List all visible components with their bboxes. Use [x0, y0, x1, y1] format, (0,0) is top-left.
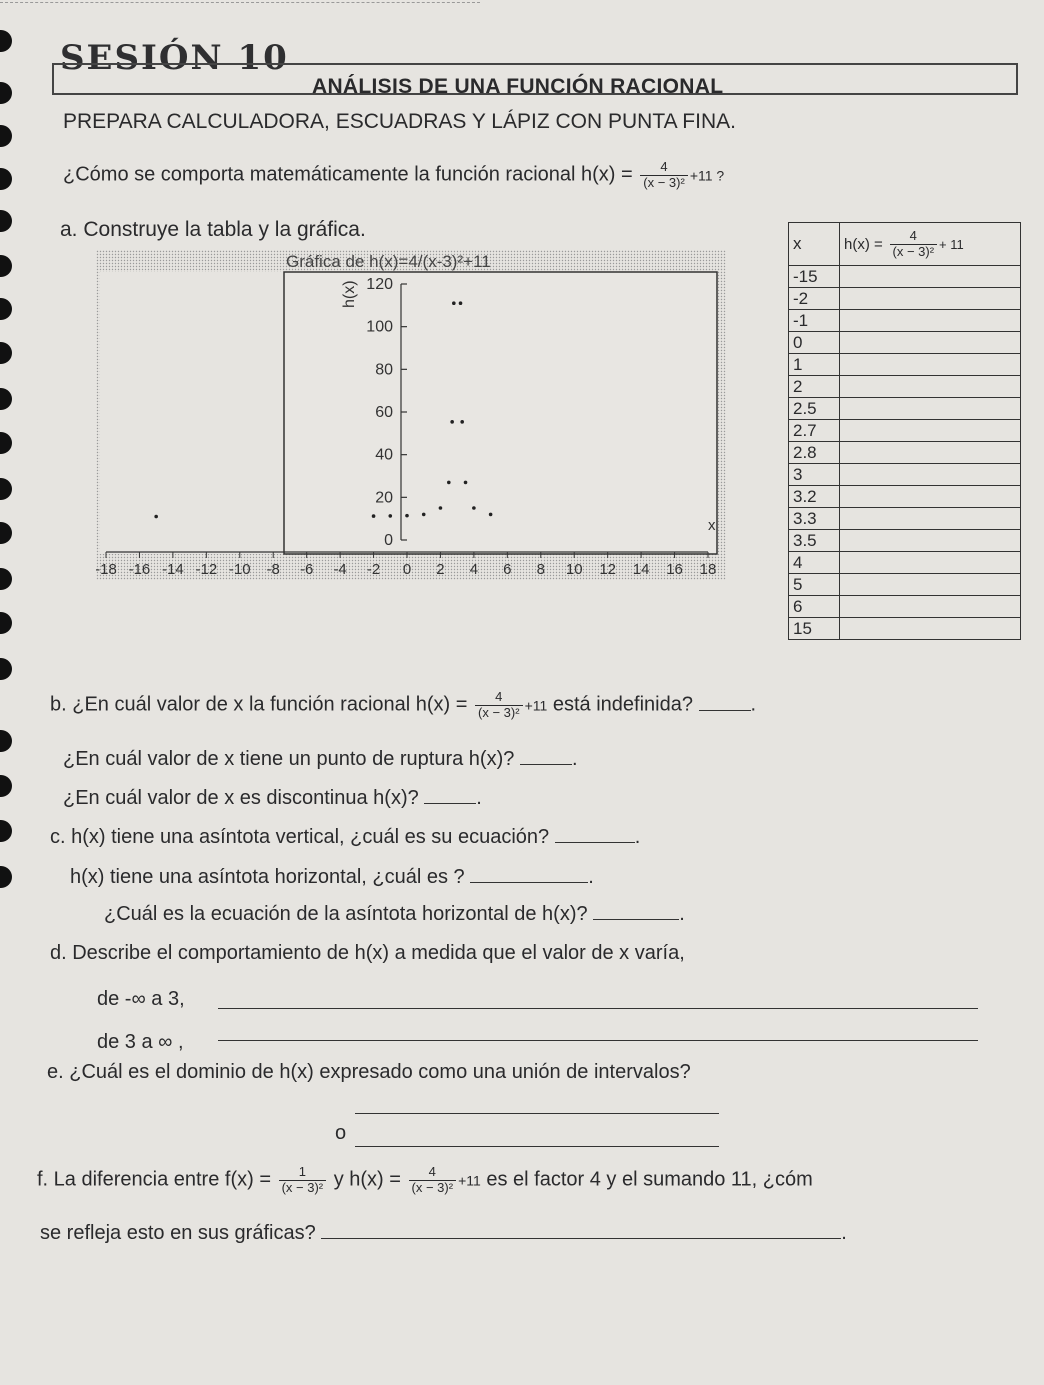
x-tick-label: 18 — [699, 561, 717, 578]
y-tick-label: 20 — [375, 489, 393, 507]
part-b-denominator: (x − 3)² — [478, 704, 520, 720]
table-cell-x: 3.3 — [789, 508, 840, 530]
part-f-h-suffix: +11 — [458, 1172, 481, 1189]
part-f-f-denominator: (x − 3)² — [281, 1179, 324, 1195]
table-cell-h-blank[interactable] — [840, 486, 1021, 508]
part-f-q — [37, 1165, 813, 1196]
part-f-h-fn: h(x) = — [349, 1168, 401, 1191]
period: . — [634, 826, 641, 848]
answer-line-domain-1[interactable] — [355, 1099, 719, 1114]
data-point — [154, 515, 158, 519]
table-cell-h-blank[interactable] — [840, 266, 1021, 288]
x-tick-label: -14 — [162, 561, 184, 578]
period: . — [588, 866, 594, 888]
top-dashed-line — [0, 2, 480, 3]
part-b-q1-fn: h(x) = — [415, 693, 468, 716]
data-point — [452, 301, 456, 305]
table-cell-x: 15 — [789, 618, 840, 640]
x-tick-label: 2 — [436, 561, 445, 578]
table-header-row — [789, 223, 1021, 266]
x-tick-label: 8 — [536, 561, 545, 578]
chart-area — [96, 250, 726, 580]
table-cell-h-blank[interactable] — [840, 574, 1021, 596]
y-axis-label: h(x) — [341, 280, 358, 308]
table-cell-h-blank[interactable] — [840, 508, 1021, 530]
table-cell-x: 2.7 — [789, 420, 840, 442]
part-f-pre: f. La diferencia entre — [37, 1168, 220, 1191]
table-row — [789, 310, 1021, 332]
answer-blank[interactable] — [424, 789, 476, 804]
part-e-or: o — [335, 1122, 347, 1144]
table-cell-h-blank[interactable] — [840, 464, 1021, 486]
part-b-q3 — [63, 787, 482, 810]
part-b-fraction — [475, 690, 523, 721]
period: . — [571, 748, 578, 770]
data-point — [459, 301, 463, 305]
y-tick-label: 100 — [366, 318, 393, 336]
table-header-h — [840, 223, 1021, 266]
answer-blank[interactable] — [520, 750, 572, 765]
x-tick-label: 0 — [402, 561, 412, 578]
main-question-text: ¿Cómo se comporta matemáticamente la función racional — [63, 163, 576, 186]
data-point — [372, 514, 376, 518]
table-cell-x: 1 — [789, 354, 840, 376]
table-header-x: x — [789, 223, 840, 266]
part-c-q1 — [50, 826, 640, 849]
table-row — [789, 442, 1021, 464]
table-row — [789, 618, 1021, 640]
x-tick-label: 4 — [469, 561, 479, 578]
part-b-q1 — [50, 690, 756, 721]
y-tick-label: 40 — [375, 446, 393, 464]
data-point — [464, 481, 468, 485]
instruction: PREPARA CALCULADORA, ESCUADRAS Y LÁPIZ CON PUNTA FINA. — [63, 110, 736, 133]
table-row — [789, 596, 1021, 618]
table-row — [789, 508, 1021, 530]
x-tick-label: -2 — [366, 561, 381, 578]
table-cell-h-blank[interactable] — [840, 442, 1021, 464]
x-tick-label: -8 — [266, 561, 280, 578]
main-question-fn: h(x) = — [581, 163, 633, 186]
period: . — [476, 787, 482, 809]
x-tick-label: 10 — [565, 561, 583, 578]
part-c-q1-text: c. h(x) tiene una asíntota vertical, ¿cuál es su ecuación? — [50, 826, 550, 848]
table-header-suffix: + 11 — [939, 236, 964, 252]
answer-blank[interactable] — [555, 828, 635, 843]
table-cell-h-blank[interactable] — [840, 376, 1021, 398]
table-row — [789, 530, 1021, 552]
part-b-numerator: 4 — [475, 690, 523, 706]
table-row — [789, 288, 1021, 310]
part-b-q2 — [63, 748, 578, 771]
table-row — [789, 354, 1021, 376]
table-cell-h-blank[interactable] — [840, 596, 1021, 618]
part-a-label: a. Construye la tabla y la gráfica. — [60, 218, 366, 241]
main-question-suffix: +11 ? — [689, 167, 725, 184]
table-cell-x: 2.5 — [789, 398, 840, 420]
part-f-f-fn: f(x) = — [224, 1168, 272, 1191]
x-tick-label: 12 — [599, 561, 617, 578]
y-tick-label: 80 — [375, 361, 393, 379]
y-tick-label: 0 — [384, 532, 393, 549]
chart-svg — [96, 250, 726, 580]
main-question-fraction — [640, 160, 688, 191]
part-f-h-fraction — [409, 1165, 457, 1196]
part-f-line2 — [40, 1222, 847, 1245]
x-tick-label: 14 — [632, 561, 650, 578]
part-f-and: y — [333, 1168, 344, 1191]
y-tick-label: 120 — [366, 276, 393, 293]
answer-line-range2[interactable] — [218, 1026, 978, 1041]
x-tick-label: -4 — [333, 561, 347, 578]
table-cell-x: 2.8 — [789, 442, 840, 464]
main-question — [63, 160, 724, 191]
table-cell-x: 3 — [789, 464, 840, 486]
part-b-q3-text: ¿En cuál valor de x es discontinua h(x)? — [63, 787, 419, 809]
part-c-q2 — [70, 866, 594, 889]
table-header-h-fn: h(x) = — [844, 235, 883, 253]
part-f-h-denominator: (x − 3)² — [411, 1179, 454, 1195]
x-tick-label: 6 — [503, 561, 512, 578]
answer-blank[interactable] — [699, 696, 751, 711]
table-cell-h-blank[interactable] — [840, 618, 1021, 640]
part-e-q: e. ¿Cuál es el dominio de h(x) expresado como una unión de intervalos? — [47, 1061, 691, 1083]
x-tick-label: -16 — [128, 561, 151, 578]
x-tick-label: -6 — [299, 561, 314, 578]
table-header-numerator: 4 — [890, 229, 938, 245]
data-point — [460, 420, 464, 424]
data-point — [422, 513, 426, 517]
answer-line-domain-2[interactable] — [355, 1132, 719, 1147]
data-point — [447, 481, 451, 485]
table-cell-h-blank[interactable] — [840, 354, 1021, 376]
answer-blank[interactable] — [593, 905, 679, 920]
table-cell-x: 3.5 — [789, 530, 840, 552]
part-d-range2: de 3 a ∞ , — [97, 1031, 184, 1053]
y-tick-label: 60 — [375, 404, 393, 421]
table-cell-h-blank[interactable] — [840, 288, 1021, 310]
table-row — [789, 420, 1021, 442]
part-b-q2-text: ¿En cuál valor de x tiene un punto de ruptura h(x)? — [63, 748, 515, 770]
part-c-q2-text: h(x) tiene una asíntota horizontal, ¿cuál es ? — [70, 866, 465, 888]
table-header-denominator: (x − 3)² — [892, 243, 935, 259]
part-f-f-numerator: 1 — [279, 1165, 327, 1181]
part-f-post: es el factor 4 y el sumando 11, ¿cóm — [486, 1168, 813, 1191]
table-cell-x: 6 — [789, 596, 840, 618]
table-row — [789, 266, 1021, 288]
part-f-f-fraction — [279, 1165, 327, 1196]
table-cell-h-blank[interactable] — [840, 530, 1021, 552]
answer-line-range1[interactable] — [218, 994, 978, 1009]
table-row — [789, 376, 1021, 398]
subtitle: ANÁLISIS DE UNA FUNCIÓN RACIONAL — [312, 75, 724, 98]
part-b-q1-pre: b. ¿En cuál valor de x la función racional — [50, 693, 411, 716]
table-cell-h-blank[interactable] — [840, 332, 1021, 354]
table-cell-x: 2 — [789, 376, 840, 398]
period: . — [841, 1222, 847, 1244]
table-row — [789, 332, 1021, 354]
session-title: SESIÓN 10 — [60, 38, 289, 78]
part-b-q1-post: está indefinida? — [552, 693, 693, 716]
table-cell-x: 5 — [789, 574, 840, 596]
table-cell-h-blank[interactable] — [840, 420, 1021, 442]
plot-area — [284, 272, 717, 554]
table-cell-x: -2 — [789, 288, 840, 310]
table-cell-h-blank[interactable] — [840, 398, 1021, 420]
part-c-q3 — [104, 903, 685, 926]
part-f-line2-text: se refleja esto en sus gráficas? — [40, 1222, 316, 1244]
table-cell-h-blank[interactable] — [840, 552, 1021, 574]
part-c-q3-text: ¿Cuál es la ecuación de la asíntota horizontal de h(x)? — [104, 903, 588, 925]
data-point — [450, 420, 454, 424]
table-cell-x: 4 — [789, 552, 840, 574]
x-tick-label: -18 — [96, 561, 117, 578]
period: . — [750, 693, 757, 716]
table-header-fraction — [890, 229, 938, 260]
table-cell-x: -15 — [789, 266, 840, 288]
data-point — [405, 514, 409, 518]
x-tick-label: 16 — [666, 561, 683, 578]
data-point — [439, 506, 443, 510]
x-axis-label: x — [708, 517, 716, 534]
table-cell-h-blank[interactable] — [840, 310, 1021, 332]
part-b-suffix: +11 — [524, 697, 548, 714]
period: . — [679, 903, 685, 925]
part-d-range1: de -∞ a 3, — [97, 988, 185, 1010]
data-point — [388, 514, 392, 518]
fraction-denominator: (x − 3)² — [643, 174, 685, 190]
answer-blank[interactable] — [321, 1224, 841, 1239]
chart-title: Gráfica de h(x)=4/(x-3)²+11 — [286, 252, 491, 271]
value-table — [788, 222, 1021, 640]
table-cell-x: 0 — [789, 332, 840, 354]
table-row — [789, 486, 1021, 508]
table-row — [789, 464, 1021, 486]
data-point — [489, 513, 493, 517]
table-cell-x: -1 — [789, 310, 840, 332]
x-tick-label: -10 — [228, 561, 251, 578]
x-tick-label: -12 — [195, 561, 218, 578]
table-row — [789, 574, 1021, 596]
table-row — [789, 552, 1021, 574]
data-point — [472, 506, 476, 510]
table-row — [789, 398, 1021, 420]
fraction-numerator: 4 — [640, 160, 688, 176]
answer-blank[interactable] — [470, 868, 588, 883]
part-f-h-numerator: 4 — [409, 1165, 457, 1181]
table-cell-x: 3.2 — [789, 486, 840, 508]
part-d-q: d. Describe el comportamiento de h(x) a medida que el valor de x varía, — [50, 942, 685, 964]
